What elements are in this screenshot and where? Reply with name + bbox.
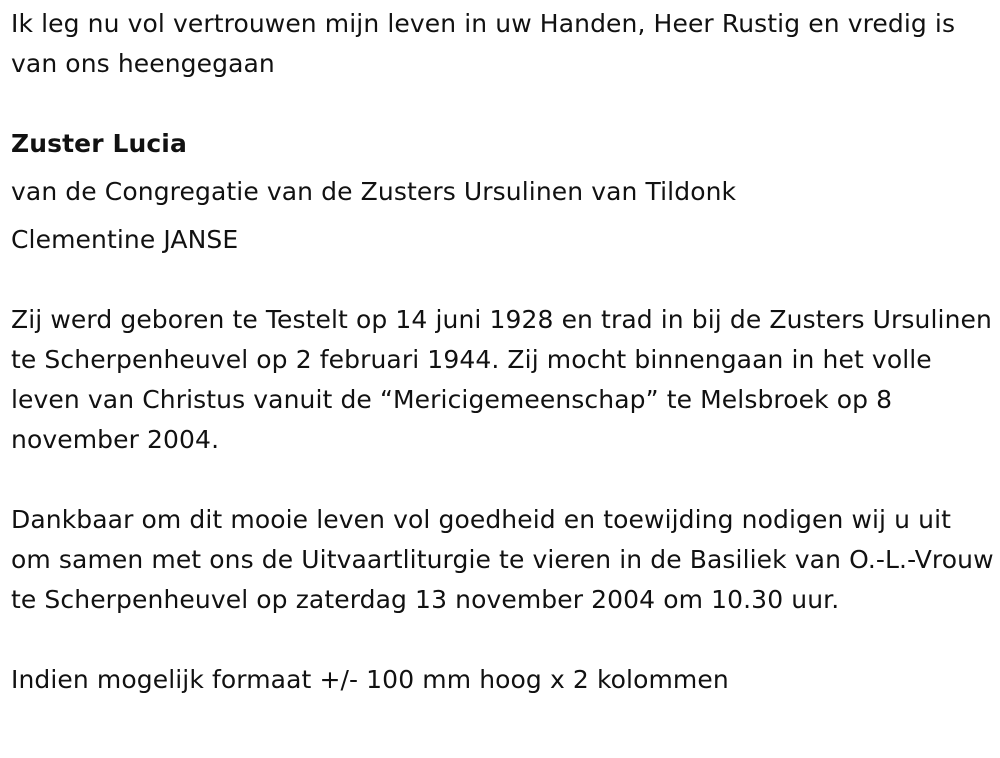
spacer xyxy=(11,260,995,300)
invitation-paragraph: Dankbaar om dit mooie leven vol goedheid en toewijding nodigen wij u uit om samen met ons de Uitvaartliturgie te vieren in de Basiliek van O.-L.-Vrouw te Scherpenheuvel op zaterdag 13 november 2004 om 10.30 uur. xyxy=(11,505,994,614)
birth-name: Clementine JANSE xyxy=(11,225,239,254)
intro-paragraph: Ik leg nu vol vertrouwen mijn leven in uw Handen, Heer Rustig en vredig is van ons heengegaan xyxy=(11,9,956,78)
document-body xyxy=(11,4,995,700)
spacer xyxy=(11,620,995,660)
spacer xyxy=(11,84,995,124)
congregation-line: van de Congregatie van de Zusters Ursulinen van Tildonk xyxy=(11,177,737,206)
deceased-name: Zuster Lucia xyxy=(11,129,187,158)
spacer xyxy=(11,460,995,500)
biography-paragraph: Zij werd geboren te Testelt op 14 juni 1928 en trad in bij de Zusters Ursulinen te Scherpenheuvel op 2 februari 1944. Zij mocht binnengaan in het volle leven van Christus vanuit de “Mericigemeenschap” te Melsbroek op 8 november 2004. xyxy=(11,305,992,454)
format-note: Indien mogelijk formaat +/- 100 mm hoog x 2 kolommen xyxy=(11,665,729,694)
